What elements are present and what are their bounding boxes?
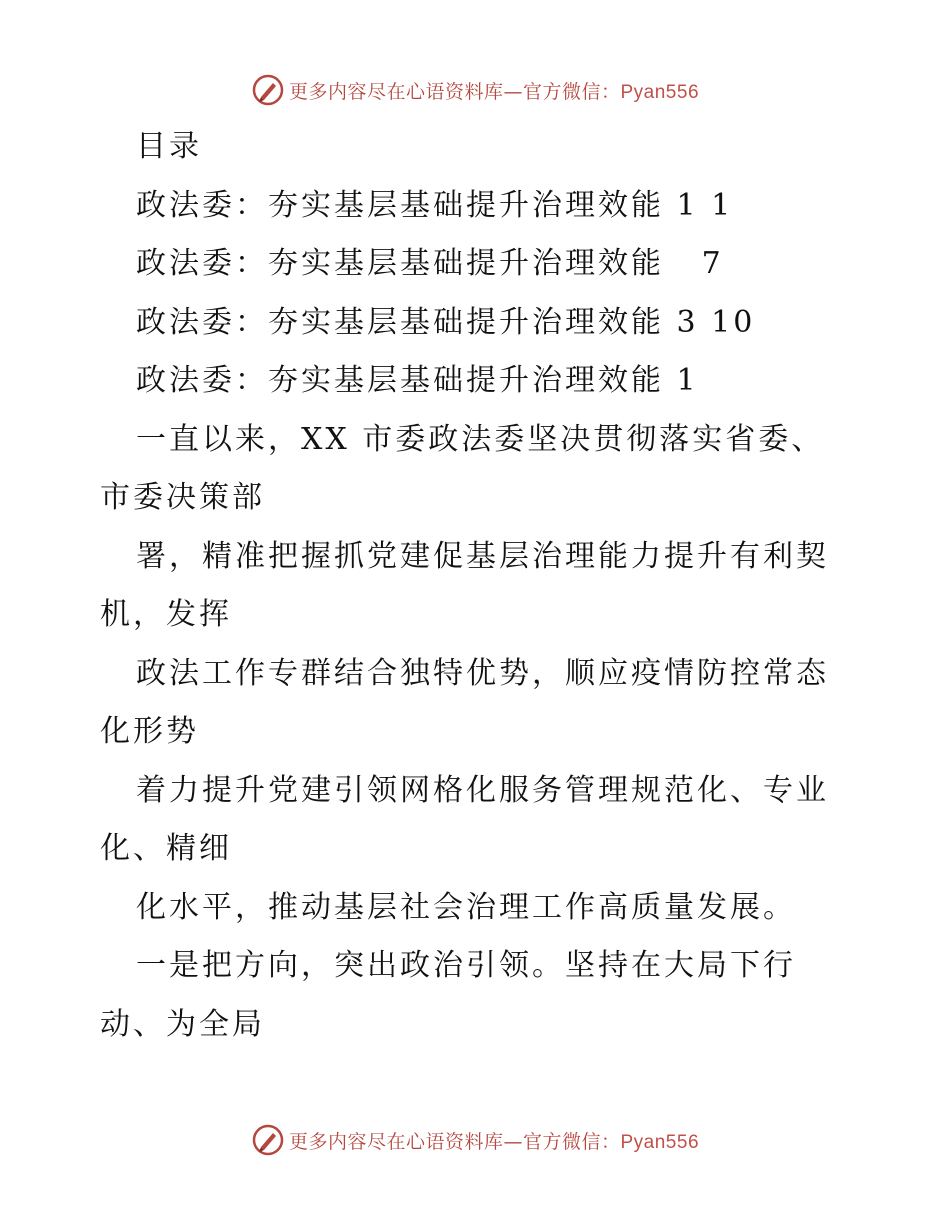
pen-logo-icon xyxy=(251,1123,285,1157)
paragraph-line: 一是把方向，突出政治引领。坚持在大局下行 xyxy=(136,948,796,983)
paragraph-line: 政法工作专群结合独特优势，顺应疫情防控常态 xyxy=(136,655,829,691)
paragraph-line: 化水平，推动基层社会治理工作高质量发展。 xyxy=(136,889,796,925)
wechat-label: 官方微信： xyxy=(522,80,621,103)
banner-separator: — xyxy=(503,80,523,103)
toc-entry: 政法委：夯实基层基础提升治理效能 1 1 xyxy=(136,187,734,223)
pen-logo-icon xyxy=(251,73,285,107)
toc-entry: 政法委：夯实基层基础提升治理效能 3 10 xyxy=(136,304,756,340)
wechat-id: Pyan556 xyxy=(620,81,700,103)
paragraph-line: 着力提升党建引领网格化服务管理规范化、专业 xyxy=(136,772,829,808)
toc-entry: 政法委：夯实基层基础提升治理效能 7 xyxy=(136,246,724,281)
footer-banner xyxy=(0,1120,950,1160)
paragraph-line: 署，精准把握抓党建促基层治理能力提升有利契 xyxy=(136,538,829,574)
toc-entry: 政法委：夯实基层基础提升治理效能 1 xyxy=(136,363,699,398)
wechat-label: 官方微信： xyxy=(522,1130,621,1153)
wechat-id: Pyan556 xyxy=(620,1131,700,1153)
toc-heading: 目录 xyxy=(136,129,202,164)
banner-text: 更多内容尽在心语资料库 xyxy=(288,80,504,103)
paragraph-line: 化、精细 xyxy=(100,831,232,866)
paragraph-line: 动、为全局 xyxy=(100,1006,265,1042)
document-body xyxy=(100,118,860,1054)
paragraph-line: 市委决策部 xyxy=(100,480,265,515)
header-banner xyxy=(0,70,950,110)
paragraph-line: 一直以来，XX 市委政法委坚决贯彻落实省委、 xyxy=(136,421,825,457)
banner-text: 更多内容尽在心语资料库 xyxy=(288,1130,504,1153)
banner-separator: — xyxy=(503,1130,523,1153)
paragraph-line: 机，发挥 xyxy=(100,597,232,632)
paragraph-line: 化形势 xyxy=(100,714,199,749)
